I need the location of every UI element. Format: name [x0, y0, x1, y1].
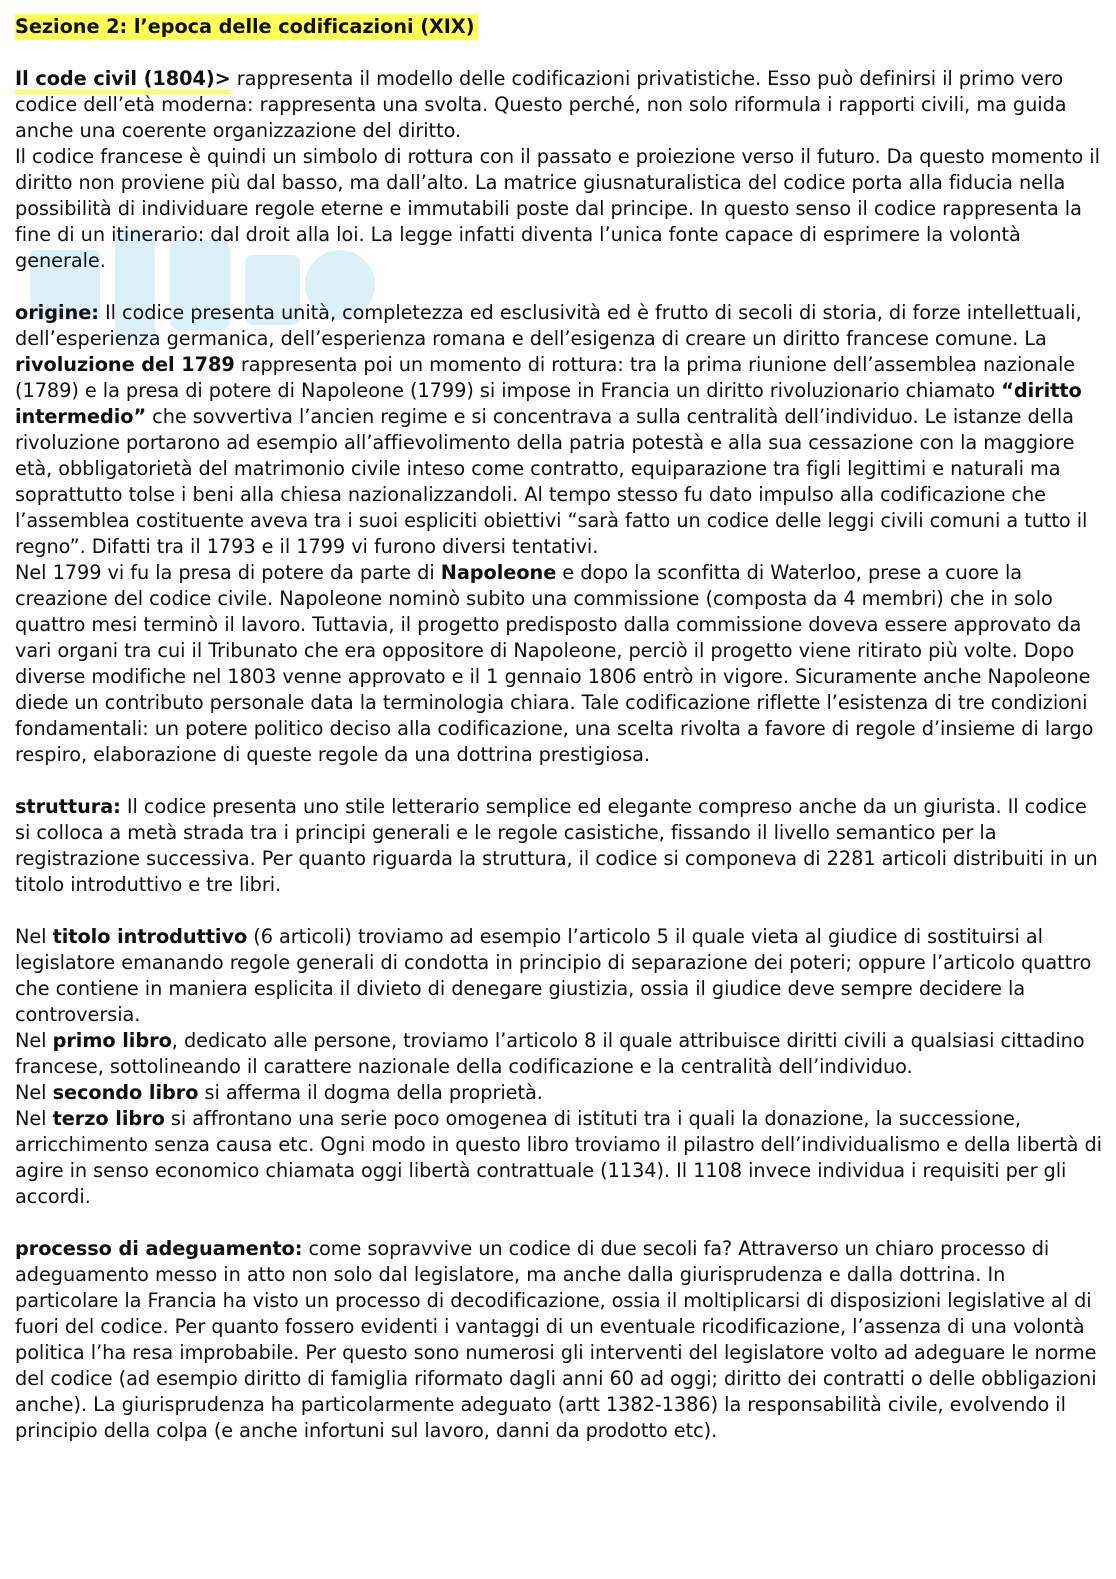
- paragraph-code-civil-2: Il codice francese è quindi un simbolo di rottura con il passato e proiezione verso il futuro. Da questo momento il diritto non proviene più dal basso, ma dall’alto. La matrice giusnaturalistica del codice porta alla fiducia nella possibilità di individuare regole eterne e immutabili poste dal principe. In questo senso il codice rappresenta la fine di un itinerario: dal droit alla loi. La legge infatti diventa l’unica fonte capace di esprimere la volontà generale.: [15, 145, 1100, 272]
- code-civil-heading: Il code civil (1804)>: [15, 67, 231, 94]
- titolo-bold: titolo introduttivo: [52, 925, 248, 948]
- struttura-label: struttura:: [15, 795, 121, 818]
- paragraph-terzo: [15, 1106, 1105, 1210]
- napoleone-bold: Napoleone: [440, 561, 557, 584]
- origine-text-1: Il codice presenta unità, completezza ed esclusività ed è frutto di secoli di storia, di forze intellettuali, dell’esperienza germanica, dell’esperienza romana e dell’esigenza di creare un diritto francese comune. La: [15, 301, 1082, 350]
- highlighted-title: Sezione 2: l’epoca delle codificazioni (XIX): [15, 14, 478, 40]
- secondo-text: si afferma il dogma della proprietà.: [198, 1081, 543, 1104]
- paragraph-titolo: [15, 924, 1105, 1028]
- origine-text-2: rappresenta poi un momento di rottura: tra la prima riunione dell’assemblea nazionale (1789) e la presa di potere di Napoleone (1799) si impose in Francia un diritto rivoluzionario chiamato: [15, 353, 1076, 402]
- paragraph-napoleone: [15, 560, 1105, 768]
- secondo-bold: secondo libro: [52, 1081, 199, 1104]
- nel-4: Nel: [15, 1107, 53, 1130]
- nel-1: Nel: [15, 925, 53, 948]
- napoleone-text-a: Nel 1799 vi fu la presa di potere da parte di: [15, 561, 441, 584]
- paragraph-secondo: [15, 1080, 1105, 1106]
- titolo-text: (6 articoli) troviamo ad esempio l’articolo 5 il quale vieta al giudice di sostituirsi al legislatore emanando regole generali di condotta in principio di separazione dei poteri; oppure l’articolo quattro che contiene in maniera esplicita il divieto di denegare giustizia, ossia il giudice deve sempre decidere la controversia.: [15, 925, 1092, 1026]
- paragraph-primo: [15, 1028, 1105, 1080]
- rivoluzione-bold: rivoluzione del 1789: [15, 353, 235, 376]
- primo-bold: primo libro: [52, 1029, 172, 1052]
- origine-label: origine:: [15, 301, 99, 324]
- paragraph-origine: [15, 300, 1105, 560]
- paragraph-code-civil: [15, 66, 1105, 144]
- section-title: [15, 14, 1105, 40]
- terzo-text: si affrontano una serie poco omogenea di istituti tra i quali la donazione, la successione, arricchimento senza causa etc. Ogni modo in questo libro troviamo il pilastro dell’individualismo e della libertà di agire in senso economico chiamata oggi libertà contrattuale (1134). Il 1108 invece individua i requisiti per gli accordi.: [15, 1107, 1102, 1208]
- primo-text: , dedicato alle persone, troviamo l’articolo 8 il quale attribuisce diritti civili a qualsiasi cittadino francese, sottolineando il carattere nazionale della codificazione e la centralità dell’individuo.: [15, 1029, 1085, 1078]
- processo-text: come sopravvive un codice di due secoli fa? Attraverso un chiaro processo di adeguamento messo in atto non solo dal legislatore, ma anche dalla giurisprudenza e dalla dottrina. In particolare la Francia ha visto un processo di decodificazione, ossia il moltiplicarsi di disposizioni legislative al di fuori del codice. Per quanto fossero evidenti i vantaggi di un eventuale ricodificazione, l’assenza di una volontà politica l’ha resa improbabile. Per questo sono numerosi gli interventi del legislatore volto ad adeguare le norme del codice (ad esempio diritto di famiglia riformato dagli anni 60 ad oggi; diritto dei contratti o delle obbligazioni anche). La giurisprudenza ha particolarmente adeguato (artt 1382-1386) la responsabilità civile, evolvendo il principio della colpa (e anche infortuni sul lavoro, danni da prodotto etc).: [15, 1237, 1097, 1442]
- document-page: [15, 14, 1105, 1444]
- processo-label: processo di adeguamento:: [15, 1237, 303, 1260]
- terzo-bold: terzo libro: [52, 1107, 165, 1130]
- nel-3: Nel: [15, 1081, 53, 1104]
- paragraph-struttura: [15, 794, 1105, 898]
- diritto-intermedio-bold: “diritto intermedio”: [15, 379, 1082, 428]
- origine-text-3: che sovvertiva l’ancien regime e si concentrava a sulla centralità dell’individuo. Le istanze della rivoluzione portarono ad esempio all’affievolimento della patria potestà e alla sua cessazione con la maggiore età, obbligatorietà del matrimonio civile inteso come contratto, equiparazione tra figli legittimi e naturali ma soprattutto tolse i beni alla chiesa nazionalizzandoli. Al tempo stesso fu dato impulso alla codificazione che l’assemblea costituente aveva tra i suoi espliciti obiettivi “sarà fatto un codice delle leggi civili comuni a tutto il regno”. Difatti tra il 1793 e il 1799 vi furono diversi tentativi.: [15, 405, 1088, 558]
- nel-2: Nel: [15, 1029, 53, 1052]
- napoleone-text-c: e dopo la sconfitta di Waterloo, prese a cuore la creazione del codice civile. Napoleone nominò subito una commissione (composta da 4 membri) che in solo quattro mesi terminò il lavoro. Tuttavia, il progetto predisposto dalla commissione doveva essere approvato da vari organi tra cui il Tribunato che era oppositore di Napoleone, perciò il progetto viene ritirato più volte. Dopo diverse modifiche nel 1803 venne approvato e il 1 gennaio 1806 entrò in vigore. Sicuramente anche Napoleone diede un contributo personale data la terminologia chiara. Tale codificazione riflette l’esistenza di tre condizioni fondamentali: un potere politico deciso alla codificazione, una scelta rivolta a favore di regole d’insieme di largo respiro, elaborazione di queste regole da una dottrina prestigiosa.: [15, 561, 1094, 766]
- code-civil-text: rappresenta il modello delle codificazioni privatistiche. Esso può definirsi il primo vero codice dell’età moderna: rappresenta una svolta. Questo perché, non solo riformula i rapporti civili, ma guida anche una coerente organizzazione del diritto.: [15, 67, 1067, 142]
- struttura-text: Il codice presenta uno stile letterario semplice ed elegante compreso anche da un giurista. Il codice si colloca a metà strada tra i principi generali e le regole casistiche, fissando il livello semantico per la registrazione successiva. Per quanto riguarda la struttura, il codice si componeva di 2281 articoli distribuiti in un titolo introduttivo e tre libri.: [15, 795, 1098, 896]
- paragraph-processo: [15, 1236, 1105, 1444]
